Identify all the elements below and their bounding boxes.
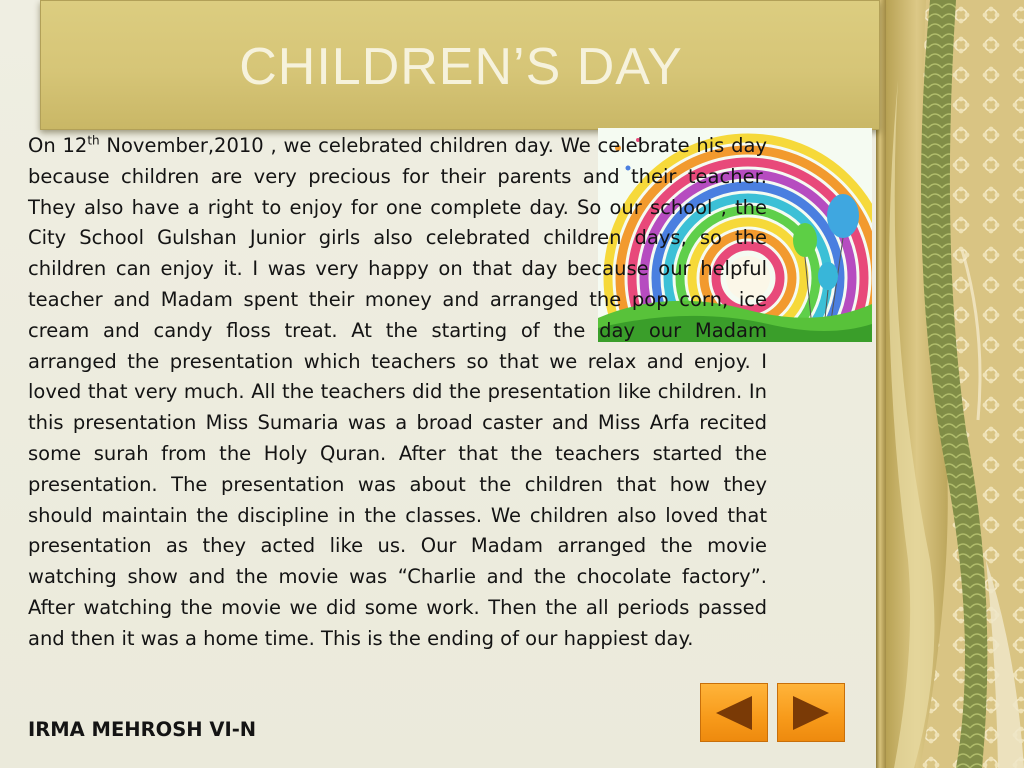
decorative-side-panel (886, 0, 1024, 768)
story-day-suffix: th (87, 133, 100, 148)
slide-title: CHILDREN’S DAY (239, 38, 683, 96)
triangle-right-icon (787, 693, 835, 733)
story-text: November,2010 , we celebrated children day. We celebrate his day because children are very precious for their parents and their teacher. They also have a right to enjoy for one complete day. So our school , the City School Gulshan Junior girls also celebrated children days, so the children can enjoy it. I was very happy on that day because our helpful teacher and Madam spent their money and arranged the pop corn, ice cream and candy floss treat. At the starting of the day our Madam arranged the presentation which teachers so that we relax and enjoy. I loved that very much. All the teachers did the presentation like children. In this presentation Miss Sumaria was a broad caster and Miss Arfa recited some surah from the Holy Quran. After that the teachers started the presentation. The presentation was about the children that how they should maintain the discipline in the classes. We children also loved that presentation as they acted like us. Our Madam arranged the movie watching show and the movie was “Charlie and the chocolate factory”. After watching the movie we did some work. Then the all periods passed and then it was a home time. This is the ending of our happiest day. (28, 134, 767, 650)
story-paragraph (28, 131, 767, 655)
story-day-prefix: On 12 (28, 134, 88, 157)
triangle-left-icon (710, 693, 758, 733)
next-slide-button[interactable] (777, 683, 845, 742)
floral-ornament-graphic (886, 0, 1024, 768)
title-banner (40, 0, 880, 130)
previous-slide-button[interactable] (700, 683, 768, 742)
author-name: IRMA MEHROSH VI-N (28, 718, 257, 741)
